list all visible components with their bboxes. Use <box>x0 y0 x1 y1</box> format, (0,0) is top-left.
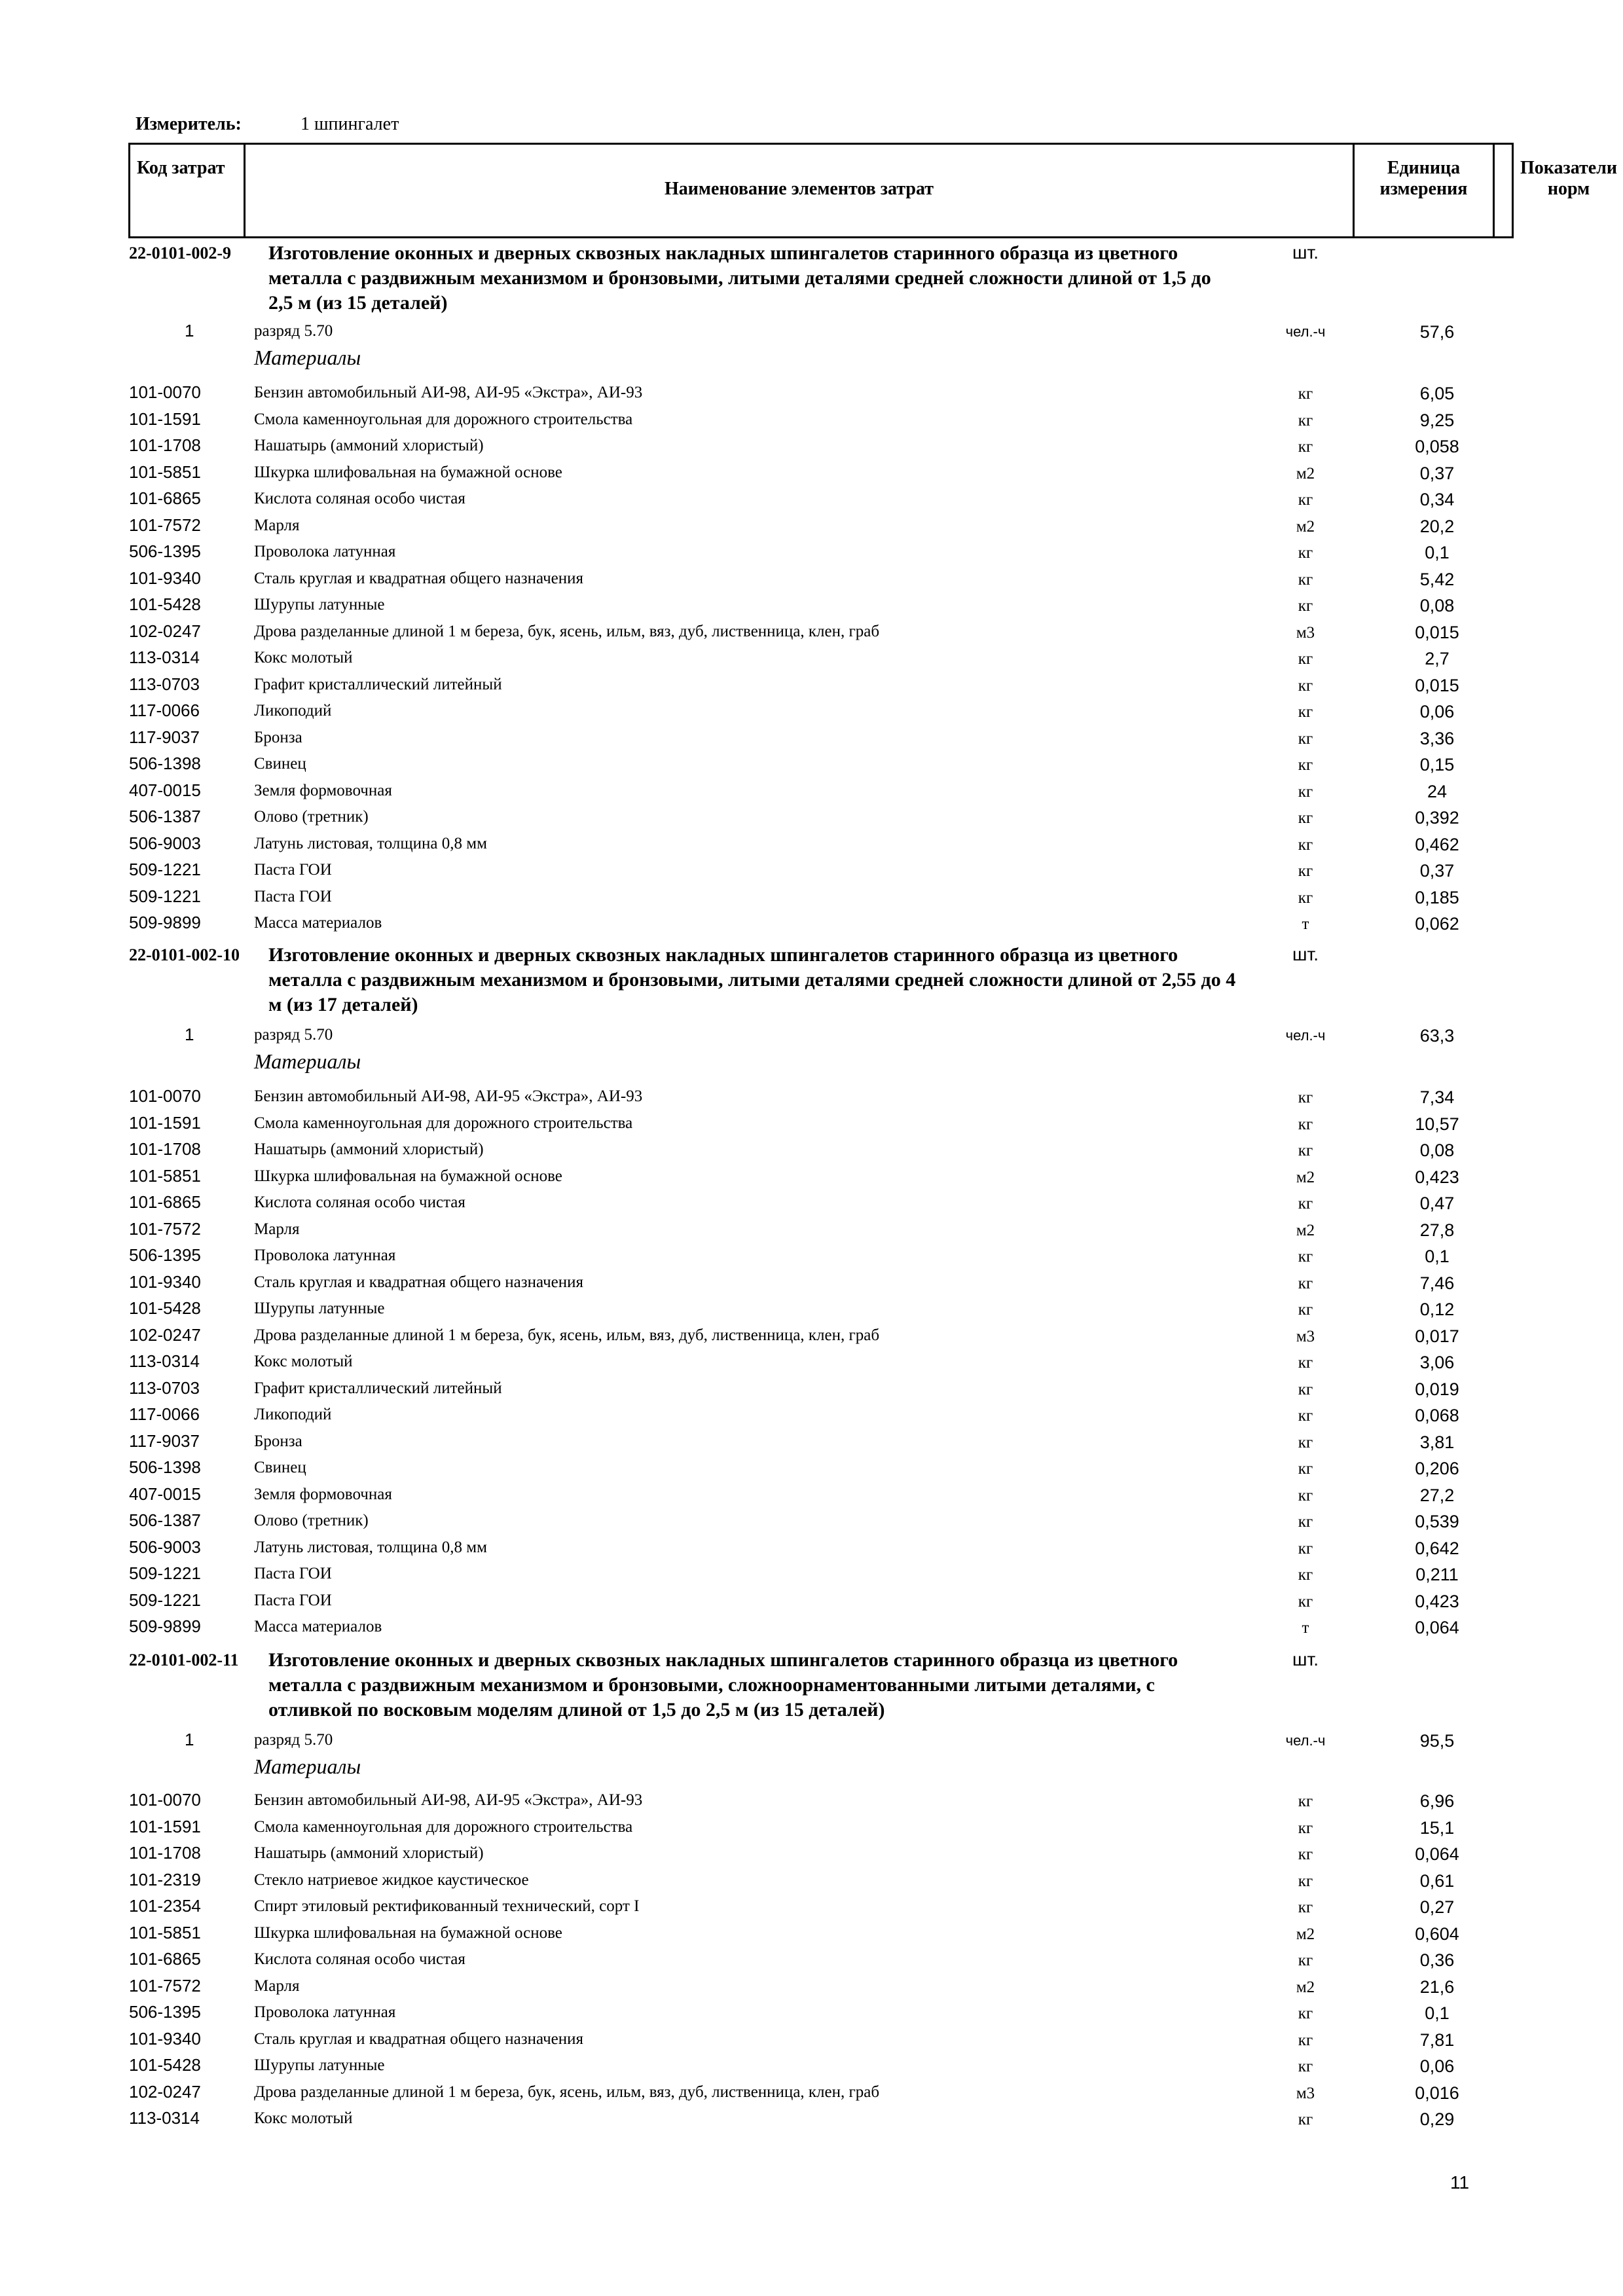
material-name: Земля формовочная <box>254 781 392 799</box>
material-code: 117-0066 <box>129 1404 200 1424</box>
material-unit: кг <box>1298 1486 1313 1504</box>
labor-code: 1 <box>185 1730 194 1749</box>
material-value: 0,08 <box>1419 1140 1455 1160</box>
labor-code: 1 <box>185 321 194 340</box>
material-name: Шкурка шлифовальная на бумажной основе <box>254 463 562 481</box>
material-unit: кг <box>1298 1142 1313 1159</box>
material-code: 113-0703 <box>129 674 200 694</box>
material-name: Смола каменноугольная для дорожного строительства <box>254 1114 633 1132</box>
material-unit: кг <box>1298 835 1313 854</box>
material-value: 0,1 <box>1425 2003 1450 2023</box>
material-value: 0,06 <box>1419 702 1455 721</box>
material-unit: кг <box>1298 1407 1313 1425</box>
material-value: 0,068 <box>1415 1406 1459 1425</box>
material-value: 0,1 <box>1425 543 1450 562</box>
material-code: 101-1708 <box>129 435 201 455</box>
norm-title: Изготовление оконных и дверных сквозных накладных шпингалетов старинного образца из цветного металла с раздвижным механизмом и бронзовыми, литыми деталями средней сложности длиной от 1,5 до 2,5 м (из 15 деталей) <box>268 242 1211 314</box>
material-value: 24 <box>1427 781 1448 801</box>
material-value: 27,8 <box>1419 1220 1455 1240</box>
material-name: Нашатырь (аммоний хлористый) <box>254 1140 484 1158</box>
measure-label: Измеритель: <box>136 114 242 134</box>
material-unit: кг <box>1298 1460 1313 1478</box>
material-value: 0,015 <box>1415 675 1459 695</box>
material-code: 101-2319 <box>129 1869 201 1889</box>
material-name: Масса материалов <box>254 914 382 932</box>
material-name: Олово (третник) <box>254 1512 369 1529</box>
material-code: 506-1395 <box>129 1245 201 1265</box>
material-name: Кислота соляная особо чистая <box>254 1194 465 1211</box>
material-code: 101-5428 <box>129 594 201 614</box>
material-unit: кг <box>1298 491 1313 509</box>
material-value: 0,185 <box>1415 887 1459 907</box>
material-unit: кг <box>1298 2005 1313 2022</box>
header-unit: Единица измерения <box>1355 145 1495 236</box>
material-code: 101-0070 <box>129 1086 201 1106</box>
header-name: Наименование элементов затрат <box>246 145 1355 236</box>
material-name: Кислота соляная особо чистая <box>254 490 465 507</box>
material-unit: м2 <box>1296 1221 1315 1239</box>
material-name: Бронза <box>254 1432 302 1450</box>
page-number: 11 <box>1450 2172 1470 2193</box>
material-unit: кг <box>1298 544 1313 562</box>
labor-value: 57,6 <box>1419 322 1455 342</box>
material-value: 10,57 <box>1415 1114 1459 1134</box>
material-name: Масса материалов <box>254 1618 382 1635</box>
material-name: Бензин автомобильный АИ-98, АИ-95 «Экстра», АИ-93 <box>254 384 643 401</box>
material-name: Шкурка шлифовальная на бумажной основе <box>254 1923 562 1942</box>
material-value: 0,423 <box>1415 1167 1459 1187</box>
material-code: 101-1708 <box>129 1139 201 1159</box>
material-value: 7,81 <box>1419 2030 1455 2050</box>
material-value: 3,81 <box>1419 1432 1455 1452</box>
material-name: Смола каменноугольная для дорожного строительства <box>254 1817 633 1836</box>
material-value: 21,6 <box>1419 1977 1455 1997</box>
material-name: Земля формовочная <box>254 1485 392 1503</box>
material-value: 0,392 <box>1415 808 1459 828</box>
material-unit: м3 <box>1296 2084 1315 2102</box>
material-name: Кокс молотый <box>254 1353 353 1370</box>
material-unit: кг <box>1298 1539 1313 1558</box>
material-code: 506-9003 <box>129 833 201 853</box>
material-value: 0,206 <box>1415 1459 1459 1478</box>
material-unit: кг <box>1298 703 1313 721</box>
material-code: 101-6865 <box>129 1192 201 1212</box>
material-unit: кг <box>1298 1115 1313 1133</box>
material-code: 101-7572 <box>129 1975 201 1995</box>
material-value: 3,36 <box>1419 728 1455 748</box>
material-code: 113-0314 <box>129 647 200 667</box>
material-unit: кг <box>1298 1513 1313 1531</box>
material-name: Графит кристаллический литейный <box>254 1379 502 1397</box>
material-unit: т <box>1302 1619 1309 1637</box>
material-unit: кг <box>1298 1899 1313 1916</box>
labor-unit: чел.-ч <box>1285 323 1326 340</box>
material-code: 407-0015 <box>129 780 201 800</box>
norm-unit: шт. <box>1292 1649 1319 1669</box>
material-unit: кг <box>1298 1819 1313 1837</box>
material-code: 101-5851 <box>129 1922 201 1942</box>
material-code: 509-1221 <box>129 1563 201 1583</box>
material-name: Паста ГОИ <box>254 887 332 905</box>
material-value: 7,34 <box>1419 1087 1455 1107</box>
material-unit: м3 <box>1296 623 1315 642</box>
material-code: 101-9340 <box>129 2028 201 2049</box>
material-unit: кг <box>1298 2031 1313 2049</box>
material-code: 506-9003 <box>129 1537 201 1557</box>
material-value: 6,96 <box>1419 1791 1455 1811</box>
labor-code: 1 <box>185 1025 194 1044</box>
material-unit: кг <box>1298 1846 1313 1863</box>
material-value: 0,058 <box>1415 437 1459 456</box>
material-unit: кг <box>1298 809 1313 827</box>
material-code: 506-1395 <box>129 541 201 561</box>
material-name: Бронза <box>254 728 302 746</box>
material-name: Кокс молотый <box>254 649 353 666</box>
material-value: 0,36 <box>1419 1950 1455 1970</box>
material-code: 101-2354 <box>129 1896 201 1916</box>
labor-name: разряд 5.70 <box>254 1731 333 1749</box>
material-code: 101-9340 <box>129 1271 201 1292</box>
labor-name: разряд 5.70 <box>254 322 333 340</box>
material-code: 117-0066 <box>129 701 200 720</box>
material-value: 0,47 <box>1419 1194 1455 1213</box>
material-value: 20,2 <box>1419 516 1455 536</box>
material-unit: кг <box>1298 1952 1313 1969</box>
material-unit: кг <box>1298 2058 1313 2075</box>
material-name: Ликоподий <box>254 702 332 720</box>
material-name: Латунь листовая, толщина 0,8 мм <box>254 1538 487 1556</box>
material-code: 102-0247 <box>129 621 201 641</box>
material-unit: кг <box>1298 1566 1313 1584</box>
material-name: Шкурка шлифовальная на бумажной основе <box>254 1167 562 1185</box>
material-unit: кг <box>1298 2111 1313 2128</box>
material-value: 2,7 <box>1425 649 1450 668</box>
material-value: 0,062 <box>1415 914 1459 934</box>
material-value: 5,42 <box>1419 569 1455 589</box>
material-name: Дрова разделанные длиной 1 м береза, бук, ясень, ильм, вяз, дуб, лиственница, клен, граб <box>254 2083 880 2101</box>
material-value: 0,064 <box>1415 1618 1459 1637</box>
material-unit: кг <box>1298 1195 1313 1212</box>
material-value: 9,25 <box>1419 410 1455 430</box>
material-value: 0,37 <box>1419 861 1455 881</box>
material-name: Марля <box>254 1220 300 1238</box>
material-unit: кг <box>1298 1301 1313 1319</box>
material-unit: м2 <box>1296 1978 1315 1996</box>
material-name: Дрова разделанные длиной 1 м береза, бук, ясень, ильм, вяз, дуб, лиственница, клен, граб <box>254 1326 880 1344</box>
material-unit: м2 <box>1296 464 1315 483</box>
material-value: 0,12 <box>1419 1300 1455 1319</box>
material-name: Проволока латунная <box>254 1247 396 1264</box>
norm-code: 22-0101-002-11 <box>129 1650 239 1669</box>
material-code: 117-9037 <box>129 1430 200 1451</box>
material-code: 113-0314 <box>129 1351 200 1371</box>
material-name: Дрова разделанные длиной 1 м береза, бук, ясень, ильм, вяз, дуб, лиственница, клен, граб <box>254 622 880 640</box>
material-unit: кг <box>1298 1380 1313 1398</box>
material-name: Проволока латунная <box>254 543 396 560</box>
material-name: Проволока латунная <box>254 2003 396 2021</box>
material-value: 0,462 <box>1415 834 1459 854</box>
material-name: Паста ГОИ <box>254 1591 332 1609</box>
material-name: Паста ГОИ <box>254 861 332 879</box>
measure-value: 1 шпингалет <box>301 114 399 134</box>
material-code: 101-5851 <box>129 462 201 482</box>
material-value: 7,46 <box>1419 1273 1455 1293</box>
material-value: 0,29 <box>1419 2109 1455 2129</box>
materials-heading: Материалы <box>254 1755 361 1778</box>
material-name: Сталь круглая и квадратная общего назначения <box>254 2030 584 2048</box>
labor-unit: чел.-ч <box>1285 1027 1326 1044</box>
material-value: 0,37 <box>1419 463 1455 483</box>
material-name: Свинец <box>254 1459 306 1476</box>
header-value: Показатели норм <box>1520 158 1618 199</box>
material-unit: кг <box>1298 438 1313 456</box>
material-code: 117-9037 <box>129 727 200 747</box>
material-name: Смола каменноугольная для дорожного строительства <box>254 410 633 428</box>
material-name: Бензин автомобильный АИ-98, АИ-95 «Экстра», АИ-93 <box>254 1087 643 1105</box>
material-name: Стекло натриевое жидкое каустическое <box>254 1870 529 1889</box>
material-unit: кг <box>1298 782 1313 801</box>
material-value: 0,015 <box>1415 622 1459 642</box>
material-unit: м2 <box>1296 1925 1315 1943</box>
material-value: 0,27 <box>1419 1897 1455 1917</box>
materials-heading: Материалы <box>254 346 361 369</box>
material-name: Марля <box>254 516 300 534</box>
material-code: 509-1221 <box>129 1590 201 1610</box>
material-unit: кг <box>1298 1592 1313 1611</box>
labor-value: 95,5 <box>1419 1731 1455 1751</box>
material-value: 27,2 <box>1419 1485 1455 1505</box>
material-name: Сталь круглая и квадратная общего назначения <box>254 569 584 587</box>
material-code: 102-0247 <box>129 2081 201 2102</box>
material-code: 101-0070 <box>129 1790 201 1810</box>
material-code: 506-1395 <box>129 2002 201 2022</box>
material-unit: кг <box>1298 597 1313 615</box>
material-code: 506-1387 <box>129 1510 201 1530</box>
material-name: Бензин автомобильный АИ-98, АИ-95 «Экстра», АИ-93 <box>254 1791 643 1809</box>
material-code: 506-1387 <box>129 807 201 826</box>
norm-code: 22-0101-002-10 <box>129 945 240 964</box>
material-code: 509-1221 <box>129 860 201 879</box>
material-unit: кг <box>1298 570 1313 589</box>
material-unit: кг <box>1298 1274 1313 1292</box>
norm-unit: шт. <box>1292 944 1319 964</box>
material-code: 506-1398 <box>129 754 201 773</box>
material-unit: кг <box>1298 650 1313 668</box>
material-value: 0,423 <box>1415 1591 1459 1611</box>
material-code: 101-0070 <box>129 382 201 402</box>
material-name: Олово (третник) <box>254 808 369 826</box>
material-code: 101-5851 <box>129 1165 201 1186</box>
material-name: Паста ГОИ <box>254 1565 332 1582</box>
norm-unit: шт. <box>1292 242 1319 263</box>
material-code: 101-1708 <box>129 1843 201 1863</box>
material-name: Шурупы латунные <box>254 2056 385 2074</box>
material-value: 0,06 <box>1419 2056 1455 2076</box>
material-unit: кг <box>1298 756 1313 774</box>
material-name: Спирт этиловый ректификованный технический, сорт I <box>254 1897 640 1915</box>
material-unit: м2 <box>1296 517 1315 536</box>
material-unit: кг <box>1298 862 1313 880</box>
material-name: Нашатырь (аммоний хлористый) <box>254 437 484 454</box>
material-unit: кг <box>1298 1354 1313 1372</box>
material-value: 0,642 <box>1415 1538 1459 1558</box>
material-unit: кг <box>1298 1872 1313 1890</box>
material-code: 101-7572 <box>129 1218 201 1239</box>
material-code: 101-1591 <box>129 1112 201 1133</box>
material-unit: кг <box>1298 1793 1313 1810</box>
material-value: 0,539 <box>1415 1512 1459 1531</box>
labor-value: 63,3 <box>1419 1026 1455 1046</box>
material-value: 0,08 <box>1419 596 1455 615</box>
material-name: Свинец <box>254 755 306 773</box>
material-code: 509-9899 <box>129 1616 201 1636</box>
labor-unit: чел.-ч <box>1285 1732 1326 1749</box>
material-name: Сталь круглая и квадратная общего назначения <box>254 1273 584 1291</box>
header-code: Код затрат <box>130 145 246 236</box>
material-name: Кокс молотый <box>254 2109 353 2127</box>
material-name: Кислота соляная особо чистая <box>254 1950 465 1968</box>
material-code: 407-0015 <box>129 1484 201 1504</box>
material-name: Шурупы латунные <box>254 1300 385 1317</box>
material-code: 102-0247 <box>129 1324 201 1345</box>
material-unit: кг <box>1298 729 1313 748</box>
material-code: 509-1221 <box>129 886 201 906</box>
material-unit: кг <box>1298 411 1313 429</box>
norm-title: Изготовление оконных и дверных сквозных накладных шпингалетов старинного образца из цветного металла с раздвижным механизмом и бронзовыми, сложноорнаментованными литыми деталями, с отливкой по восковым моделям длиной от 1,5 до 2,5 м (из 15 деталей) <box>268 1649 1178 1721</box>
material-value: 0,016 <box>1415 2083 1459 2103</box>
material-code: 101-5428 <box>129 1298 201 1318</box>
material-name: Шурупы латунные <box>254 596 385 613</box>
material-code: 101-1591 <box>129 1816 201 1836</box>
material-name: Латунь листовая, толщина 0,8 мм <box>254 834 487 852</box>
material-code: 113-0314 <box>129 2108 200 2128</box>
materials-heading: Материалы <box>254 1049 361 1073</box>
material-value: 0,211 <box>1415 1565 1459 1584</box>
material-name: Ликоподий <box>254 1406 332 1423</box>
material-value: 15,1 <box>1419 1817 1455 1838</box>
material-value: 0,064 <box>1415 1844 1459 1864</box>
material-unit: кг <box>1298 385 1313 403</box>
material-value: 0,34 <box>1419 490 1455 509</box>
material-name: Марля <box>254 1977 300 1995</box>
material-code: 101-9340 <box>129 568 201 588</box>
norm-code: 22-0101-002-9 <box>129 244 231 263</box>
material-value: 0,604 <box>1415 1923 1459 1944</box>
material-value: 0,017 <box>1415 1326 1459 1346</box>
material-name: Нашатырь (аммоний хлористый) <box>254 1844 484 1862</box>
material-unit: т <box>1302 915 1309 933</box>
material-value: 0,15 <box>1419 755 1455 774</box>
material-name: Графит кристаллический литейный <box>254 675 502 693</box>
material-value: 0,61 <box>1419 1870 1455 1891</box>
norm-title: Изготовление оконных и дверных сквозных накладных шпингалетов старинного образца из цветного металла с раздвижным механизмом и бронзовыми, литыми деталями средней сложности длиной от 2,55 до 4 м (из 17 деталей) <box>268 944 1236 1015</box>
material-unit: кг <box>1298 1433 1313 1451</box>
material-unit: кг <box>1298 888 1313 907</box>
material-code: 101-6865 <box>129 1949 201 1969</box>
material-value: 6,05 <box>1419 384 1455 403</box>
material-code: 101-5428 <box>129 2055 201 2075</box>
material-unit: кг <box>1298 1248 1313 1266</box>
material-code: 506-1398 <box>129 1457 201 1477</box>
material-value: 0,1 <box>1425 1247 1450 1266</box>
material-value: 3,06 <box>1419 1353 1455 1372</box>
material-unit: кг <box>1298 1089 1313 1106</box>
material-value: 0,019 <box>1415 1379 1459 1399</box>
material-code: 113-0703 <box>129 1377 200 1398</box>
material-code: 101-7572 <box>129 515 201 535</box>
material-unit: м2 <box>1296 1168 1315 1186</box>
material-unit: кг <box>1298 676 1313 695</box>
labor-name: разряд 5.70 <box>254 1026 333 1044</box>
material-code: 101-1591 <box>129 409 201 429</box>
material-code: 509-9899 <box>129 913 201 932</box>
material-unit: м3 <box>1296 1327 1315 1345</box>
material-code: 101-6865 <box>129 488 201 508</box>
